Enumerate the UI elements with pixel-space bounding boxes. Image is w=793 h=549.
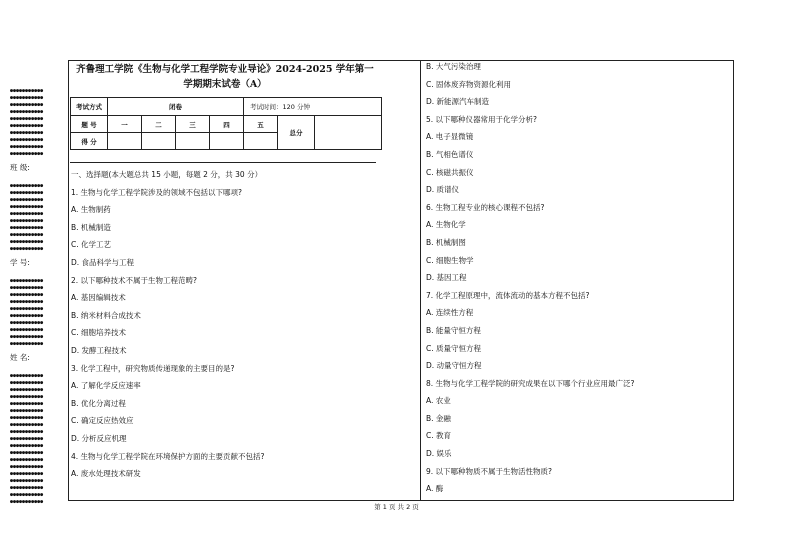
title-line-1: 齐鲁理工学院《生物与化学工程学院专业导论》2024-2025 学年第一 (76, 64, 374, 75)
exam-title (72, 62, 378, 92)
dot-row: ●●●●●●●●●●● (10, 109, 44, 115)
option-line: B. 气相色谱仪 (426, 149, 474, 159)
option-line: B. 机械制图 (426, 237, 466, 247)
score-cell (108, 133, 142, 150)
dot-row: ●●●●●●●●●●● (10, 422, 44, 428)
binding-margin (10, 88, 60, 506)
dot-row: ●●●●●●●●●●● (10, 471, 44, 477)
option-line: D. 食品科学与工程 (71, 257, 135, 267)
option-line: A. 酶 (426, 484, 444, 494)
score-label: 得 分 (71, 133, 108, 150)
question-line: 4. 生物与化学工程学院在环境保护方面的主要贡献不包括? (71, 451, 265, 461)
dot-row: ●●●●●●●●●●● (10, 443, 44, 449)
dot-row: ●●●●●●●●●●● (10, 299, 44, 305)
dot-row: ●●●●●●●●●●● (10, 415, 44, 421)
student-id-label: 学 号: (10, 258, 30, 267)
option-line: A. 基因编辑技术 (71, 293, 126, 303)
total-label: 总分 (278, 116, 315, 150)
option-line: C. 细胞培养技术 (71, 328, 127, 338)
dot-row: ●●●●●●●●●●● (10, 464, 44, 470)
q-col-2: 二 (142, 116, 176, 133)
option-line: A. 连续性方程 (426, 308, 474, 318)
question-number-label: 题 号 (71, 116, 108, 133)
dot-row: ●●●●●●●●●●● (10, 401, 44, 407)
dot-row: ●●●●●●●●●●● (10, 341, 44, 347)
dot-row: ●●●●●●●●●●● (10, 313, 44, 319)
page-footer: 第 1 页 共 2 页 (374, 503, 419, 511)
dot-row: ●●●●●●●●●●● (10, 373, 44, 379)
dot-row: ●●●●●●●●●●● (10, 183, 44, 189)
total-score-cell (315, 116, 382, 150)
option-line: A. 生物制药 (71, 205, 111, 215)
dot-row: ●●●●●●●●●●● (10, 327, 44, 333)
option-line: C. 核磁共振仪 (426, 167, 474, 177)
option-line: A. 了解化学反应速率 (71, 381, 141, 391)
section-rule (70, 162, 376, 163)
score-table (70, 97, 382, 150)
dot-row: ●●●●●●●●●●● (10, 408, 44, 414)
binding-dots (10, 373, 60, 506)
dot-row: ●●●●●●●●●●● (10, 450, 44, 456)
option-line: B. 机械制造 (71, 222, 111, 232)
name-label: 姓 名: (10, 353, 30, 362)
exam-mode-label: 考试方式 (71, 98, 108, 116)
option-line: D. 发酵工程技术 (71, 345, 127, 355)
q-col-1: 一 (108, 116, 142, 133)
left-column (71, 166, 265, 483)
binding-dots (10, 183, 60, 253)
dot-row: ●●●●●●●●●●● (10, 499, 44, 505)
option-line: A. 农业 (426, 396, 451, 406)
q-col-5: 五 (244, 116, 278, 133)
question-line: 一、选择题(本大题总共 15 小题，每题 2 分，共 30 分） (71, 170, 263, 179)
dot-row: ●●●●●●●●●●● (10, 151, 44, 157)
option-line: D. 基因工程 (426, 273, 467, 283)
score-cell (244, 133, 278, 150)
option-line: C. 质量守恒方程 (426, 343, 482, 353)
question-line: 1. 生物与化学工程学院涉及的领域不包括以下哪项? (71, 187, 243, 197)
dot-row: ●●●●●●●●●●● (10, 387, 44, 393)
dot-row: ●●●●●●●●●●● (10, 292, 44, 298)
dot-row: ●●●●●●●●●●● (10, 306, 44, 312)
dot-row: ●●●●●●●●●●● (10, 225, 44, 231)
question-line: 8. 生物与化学工程学院的研究成果在以下哪个行业应用最广泛? (426, 378, 635, 388)
dot-row: ●●●●●●●●●●● (10, 116, 44, 122)
option-line: B. 纳米材料合成技术 (71, 310, 141, 320)
right-column (426, 58, 635, 498)
option-line: A. 电子显微镜 (426, 132, 474, 142)
dot-row: ●●●●●●●●●●● (10, 436, 44, 442)
dot-row: ●●●●●●●●●●● (10, 95, 44, 101)
question-line: 6. 生物工程专业的核心课程不包括? (426, 202, 545, 212)
score-cell (176, 133, 210, 150)
score-cell (142, 133, 176, 150)
score-cell (210, 133, 244, 150)
dot-row: ●●●●●●●●●●● (10, 218, 44, 224)
question-line: 7. 化学工程原理中，流体流动的基本方程不包括? (426, 290, 590, 300)
dot-row: ●●●●●●●●●●● (10, 239, 44, 245)
dot-row: ●●●●●●●●●●● (10, 394, 44, 400)
dot-row: ●●●●●●●●●●● (10, 478, 44, 484)
option-line: B. 能量守恒方程 (426, 325, 481, 335)
dot-row: ●●●●●●●●●●● (10, 197, 44, 203)
question-line: 3. 化学工程中，研究物质传递现象的主要目的是? (71, 363, 235, 373)
dot-row: ●●●●●●●●●●● (10, 320, 44, 326)
dot-row: ●●●●●●●●●●● (10, 130, 44, 136)
dot-row: ●●●●●●●●●●● (10, 429, 44, 435)
option-line: A. 生物化学 (426, 220, 466, 230)
option-line: D. 娱乐 (426, 449, 452, 459)
option-line: C. 细胞生物学 (426, 255, 474, 265)
exam-time: 考试时间：120 分钟 (244, 98, 382, 116)
question-line: 9. 以下哪种物质不属于生物活性物质? (426, 466, 553, 476)
dot-row: ●●●●●●●●●●● (10, 457, 44, 463)
dot-row: ●●●●●●●●●●● (10, 485, 44, 491)
dot-row: ●●●●●●●●●●● (10, 102, 44, 108)
class-label: 班 级: (10, 163, 30, 172)
option-line: A. 废水处理技术研发 (71, 469, 141, 479)
dot-row: ●●●●●●●●●●● (10, 232, 44, 238)
dot-row: ●●●●●●●●●●● (10, 88, 44, 94)
option-line: B. 金融 (426, 413, 451, 423)
q-col-4: 四 (210, 116, 244, 133)
option-line: D. 动量守恒方程 (426, 361, 482, 371)
dot-row: ●●●●●●●●●●● (10, 492, 44, 498)
title-line-2: 学期期末试卷（A） (183, 79, 267, 90)
column-divider (420, 60, 421, 501)
exam-mode: 闭卷 (108, 98, 244, 116)
dot-row: ●●●●●●●●●●● (10, 246, 44, 252)
option-line: B. 大气污染治理 (426, 62, 481, 71)
dot-row: ●●●●●●●●●●● (10, 190, 44, 196)
option-line: D. 分析反应机理 (71, 433, 127, 443)
question-line: 2. 以下哪种技术不属于生物工程范畴? (71, 275, 198, 285)
dot-row: ●●●●●●●●●●● (10, 285, 44, 291)
option-line: B. 优化分离过程 (71, 398, 126, 408)
dot-row: ●●●●●●●●●●● (10, 123, 44, 129)
option-line: C. 教育 (426, 431, 452, 441)
q-col-3: 三 (176, 116, 210, 133)
dot-row: ●●●●●●●●●●● (10, 211, 44, 217)
option-line: C. 化学工艺 (71, 240, 112, 250)
dot-row: ●●●●●●●●●●● (10, 380, 44, 386)
dot-row: ●●●●●●●●●●● (10, 278, 44, 284)
binding-dots (10, 278, 60, 348)
dot-row: ●●●●●●●●●●● (10, 334, 44, 340)
dot-row: ●●●●●●●●●●● (10, 137, 44, 143)
question-line: 5. 以下哪种仪器常用于化学分析? (426, 114, 538, 124)
option-line: D. 新能源汽车制造 (426, 97, 490, 107)
option-line: C. 固体废弃物资源化利用 (426, 79, 512, 89)
dot-row: ●●●●●●●●●●● (10, 204, 44, 210)
dot-row: ●●●●●●●●●●● (10, 144, 44, 150)
option-line: C. 确定反应热效应 (71, 416, 134, 426)
option-line: D. 质谱仪 (426, 185, 460, 195)
binding-dots (10, 88, 60, 158)
